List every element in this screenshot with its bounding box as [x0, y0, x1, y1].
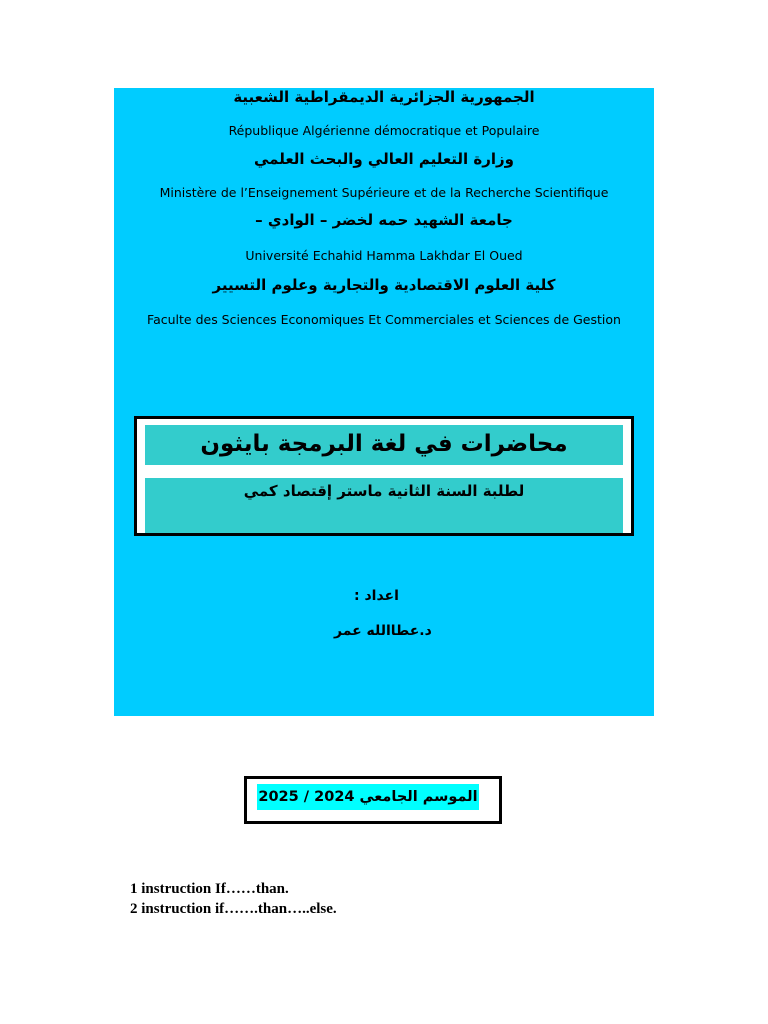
instruction-item: 1 instruction If……than. — [130, 881, 289, 897]
republic-french: République Algérienne démocratique et Populaire — [228, 123, 540, 138]
republic-arabic: الجمهورية الجزائرية الديمقراطية الشعبية — [233, 88, 535, 106]
ministry-french: Ministère de l’Enseignement Supérieure et de la Recherche Scientifique — [159, 185, 609, 200]
course-audience: لطلبة السنة الثانية ماستر إقتصاد كمي — [145, 478, 623, 533]
instruction-item: 2 instruction if…….than…..else. — [130, 901, 337, 917]
ministry-arabic: وزارة التعليم العالي والبحث العلمي — [253, 150, 515, 168]
instruction-list — [130, 879, 337, 919]
faculty-french: Faculte des Sciences Economiques Et Commerciales et Sciences de Gestion — [147, 312, 621, 327]
university-arabic: جامعة الشهيد حمه لخضر – الوادي – — [255, 211, 513, 229]
prepared-by-label: اعداد : — [354, 588, 399, 604]
cover-panel — [114, 88, 654, 716]
title-frame — [134, 416, 634, 536]
season-frame — [244, 776, 502, 824]
university-french: Université Echahid Hamma Lakhdar El Oued — [245, 248, 523, 263]
faculty-arabic: كلية العلوم الاقتصادية والتجارية وعلوم التسيير — [212, 276, 556, 294]
course-title: محاضرات في لغة البرمجة بايثون — [145, 425, 623, 465]
academic-season: الموسم الجامعي 2024 / 2025 — [257, 784, 479, 810]
author-name: د.عطاالله عمر — [334, 623, 432, 639]
